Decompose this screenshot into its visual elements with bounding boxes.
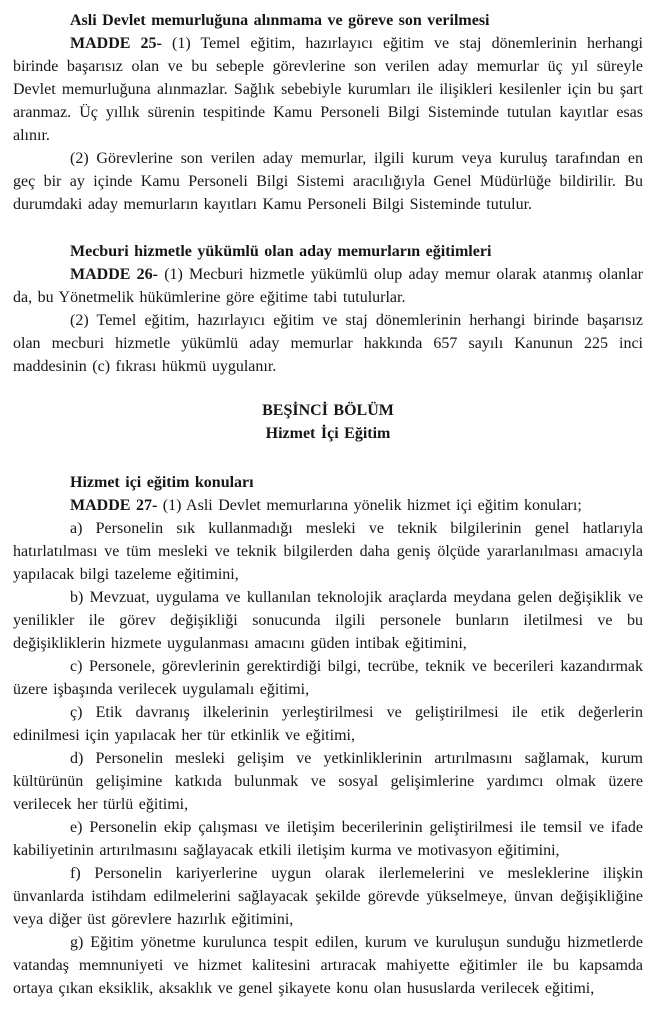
paragraph: d) Personelin mesleki gelişim ve yetkinliklerinin artırılmasını sağlamak, kurum kültürünün gelişimine katkıda bulunmak ve sosyal gelişimlerine yardımcı olmak üzere verilecek her türlü eğitimi,: [13, 750, 643, 813]
article-number: MADDE 26-: [70, 266, 158, 283]
paragraph: ç) Etik davranış ilkelerinin yerleştirilmesi ve geliştirilmesi ile etik değerlerin edinilmesi için yapılacak her tür etkinlik ve eğitimi,: [13, 704, 643, 744]
article-number: MADDE 25-: [70, 35, 162, 52]
article-number: MADDE 27-: [70, 497, 158, 514]
article-heading: Mecburi hizmetle yükümlü olan aday memurların eğitimleri: [70, 243, 492, 260]
paragraph: f) Personelin kariyerlerine uygun olarak ilerlemelerini ve mesleklerine ilişkin ünvanlarda istihdam edilmelerini sağlayacak şekilde görevde yükselmeye, ünvan değişikliğine veya diğer üst görevlere hazırlık eğitimini,: [13, 865, 643, 928]
paragraph: e) Personelin ekip çalışması ve iletişim becerilerinin geliştirilmesi ile temsil ve ifade kabiliyetinin artırılmasını sağlayacak etkili iletişim kurma ve motivasyon eğitimini,: [13, 819, 643, 859]
paragraph: MADDE 27- (1) Asli Devlet memurlarına yönelik hizmet içi eğitim konuları;: [70, 497, 582, 514]
article-heading: Hizmet içi eğitim konuları: [70, 474, 254, 491]
paragraph: a) Personelin sık kullanmadığı mesleki ve teknik bilgilerinin genel hatlarıyla hatırlatılması ve tüm mesleki ve teknik bilgilerden daha geniş ölçüde yararlanılması amacıyla yapılacak bilgi tazeleme eğitimini,: [13, 520, 643, 583]
paragraph: MADDE 25- (1) Temel eğitim, hazırlayıcı eğitim ve staj dönemlerinin herhangi birinde başarısız olan ve bu sebeple görevlerine son verilen aday memurlar üç yıl süreyle Devlet memurluğuna alınmazlar. Sağlık sebebiyle kurumları ile ilişikleri kesilenler için bu şart aranmaz. Üç yıllık sürenin tespitinde Kamu Personeli Bilgi Sisteminde tutulan kayıtlar esas alınır.: [13, 35, 643, 144]
paragraph: b) Mevzuat, uygulama ve kullanılan teknolojik araçlarda meydana gelen değişiklik ve yenilikler ile görev değişikliği sonucunda ilgili personele bunların iletilmesi ve bu değişikliklerin hizmete uygulanması amacını güden intibak eğitimini,: [13, 589, 643, 652]
chapter-heading: BEŞİNCİ BÖLÜM: [262, 402, 394, 419]
paragraph: (2) Temel eğitim, hazırlayıcı eğitim ve staj dönemlerinin herhangi birinde başarısız olan mecburi hizmetle yükümlü aday memurlar hakkında 657 sayılı Kanunun 225 inci maddesinin (c) fıkrası hükmü uygulanır.: [13, 312, 643, 375]
paragraph: MADDE 26- (1) Mecburi hizmetle yükümlü olup aday memur olarak atanmış olanlar da, bu Yönetmelik hükümlerine göre eğitime tabi tutulurlar.: [13, 266, 644, 306]
paragraph: g) Eğitim yönetme kurulunca tespit edilen, kurum ve kuruluşun sunduğu hizmetlerde vatandaş memnuniyeti ve hizmet kalitesini artıracak mahiyette eğitimler ile bu kapsamda ortaya çıkan eksiklik, aksaklık ve genel şikayete konu olan hususlarda verilecek eğitimi,: [13, 934, 643, 997]
paragraph: (2) Görevlerine son verilen aday memurlar, ilgili kurum veya kuruluş tarafından en geç bir ay içinde Kamu Personeli Bilgi Sistemi aracılığıyla Genel Müdürlüğe bildirilir. Bu durumdaki aday memurların kayıtları Kamu Personeli Bilgi Sisteminde tutulur.: [13, 150, 643, 213]
paragraph: c) Personele, görevlerinin gerektirdiği bilgi, tecrübe, teknik ve becerileri kazandırmak üzere işbaşında verilecek uygulamalı eğitimi,: [13, 658, 643, 698]
article-heading: Asli Devlet memurluğuna alınmama ve göreve son verilmesi: [70, 12, 490, 29]
chapter-heading: Hizmet İçi Eğitim: [265, 425, 391, 442]
